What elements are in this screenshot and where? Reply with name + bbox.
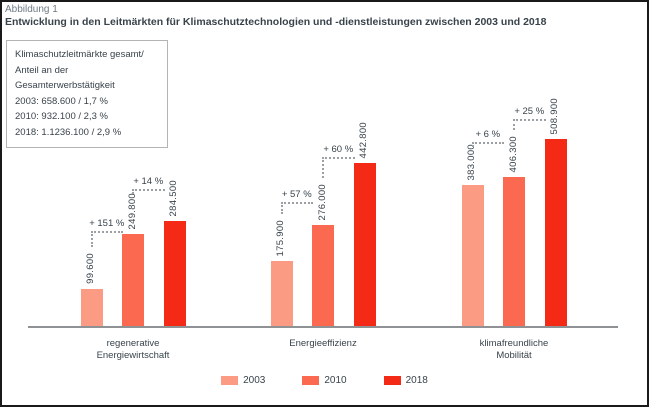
legend-label: 2018 bbox=[405, 375, 428, 386]
growth-annotation-connector bbox=[281, 202, 283, 214]
info-box-row-2003: 2003: 658.600 / 1,7 % bbox=[15, 95, 108, 107]
growth-annotation-line bbox=[91, 231, 124, 233]
bar-value-label: 442.800 bbox=[358, 121, 369, 158]
bar-2010-category-2 bbox=[503, 177, 525, 326]
bar-value-label: 383.000 bbox=[466, 143, 477, 180]
info-box-heading-line2: Anteil an der Gesamterwerbstätigkeit bbox=[15, 64, 115, 91]
legend-label: 2010 bbox=[324, 375, 347, 386]
legend-swatch-icon bbox=[221, 376, 238, 385]
category-label-line: klimafreundliche bbox=[479, 338, 549, 349]
bar-2010-category-1 bbox=[312, 225, 334, 326]
category-label-line: Energiewirtschaft bbox=[96, 350, 170, 361]
growth-annotation-line bbox=[322, 157, 355, 159]
info-box-row-2018: 2018: 1.1236.100 / 2,9 % bbox=[15, 126, 122, 138]
bar-value-label: 508.900 bbox=[549, 97, 560, 134]
bar-value-label: 406.300 bbox=[507, 135, 519, 172]
bar-2003-category-2 bbox=[462, 185, 484, 326]
growth-percentage-label: + 6 % bbox=[475, 129, 501, 140]
legend-item-2010 bbox=[302, 375, 346, 386]
growth-percentage-label: + 14 % bbox=[133, 176, 164, 187]
growth-annotation-connector bbox=[132, 189, 134, 192]
bar-value-label: 284.500 bbox=[168, 179, 179, 216]
growth-annotation-connector bbox=[91, 231, 93, 247]
legend-swatch-icon bbox=[384, 376, 401, 385]
growth-percentage-label: + 60 % bbox=[323, 144, 354, 155]
bar-2003-category-0 bbox=[81, 289, 103, 326]
bar-2003-category-1 bbox=[271, 261, 293, 326]
chart-legend bbox=[2, 375, 647, 386]
category-label-2 bbox=[429, 338, 599, 362]
growth-annotation-connector bbox=[472, 142, 474, 145]
growth-annotation-line bbox=[281, 202, 314, 204]
info-box-row-2010: 2010: 932.100 / 2,3 % bbox=[15, 111, 108, 122]
category-label-0 bbox=[48, 338, 218, 362]
bar-2018-category-0 bbox=[164, 221, 186, 326]
legend-label: 2003 bbox=[243, 375, 266, 386]
bar-2018-category-2 bbox=[545, 139, 567, 326]
growth-annotation-line bbox=[513, 119, 546, 121]
legend-swatch-icon bbox=[302, 376, 319, 385]
bar-value-label: 99.600 bbox=[85, 253, 96, 284]
category-label-1 bbox=[238, 338, 408, 350]
bar-chart bbox=[2, 2, 647, 405]
bar-value-label: 249.800 bbox=[126, 192, 138, 229]
growth-annotation-line bbox=[472, 142, 505, 144]
category-label-line: regenerative bbox=[106, 338, 160, 349]
growth-percentage-label: + 151 % bbox=[89, 218, 125, 229]
figure-number: Abbildung 1 bbox=[5, 4, 58, 15]
info-box-heading-line1: Klimaschutzleitmärkte gesamt/ bbox=[15, 49, 144, 60]
figure-title: Entwicklung in den Leitmärkten für Klimaschutztechnologien und -dienstleistungen zwischen 2003 und 2018 bbox=[5, 16, 547, 28]
category-label-line: Mobilität bbox=[496, 350, 532, 361]
bar-value-label: 175.900 bbox=[275, 219, 286, 256]
x-axis-line bbox=[28, 326, 618, 328]
bar-value-label: 276.000 bbox=[316, 183, 328, 220]
bar-2010-category-0 bbox=[122, 234, 144, 326]
growth-annotation-connector bbox=[513, 119, 515, 130]
legend-item-2018 bbox=[384, 375, 428, 386]
bar-2018-category-1 bbox=[354, 163, 376, 326]
category-label-line: Energieeffizienz bbox=[289, 338, 357, 349]
growth-annotation-connector bbox=[322, 157, 324, 178]
growth-percentage-label: + 57 % bbox=[281, 189, 312, 200]
legend-item-2003 bbox=[221, 375, 265, 386]
growth-percentage-label: + 25 % bbox=[514, 106, 545, 117]
growth-annotation-line bbox=[132, 189, 165, 191]
